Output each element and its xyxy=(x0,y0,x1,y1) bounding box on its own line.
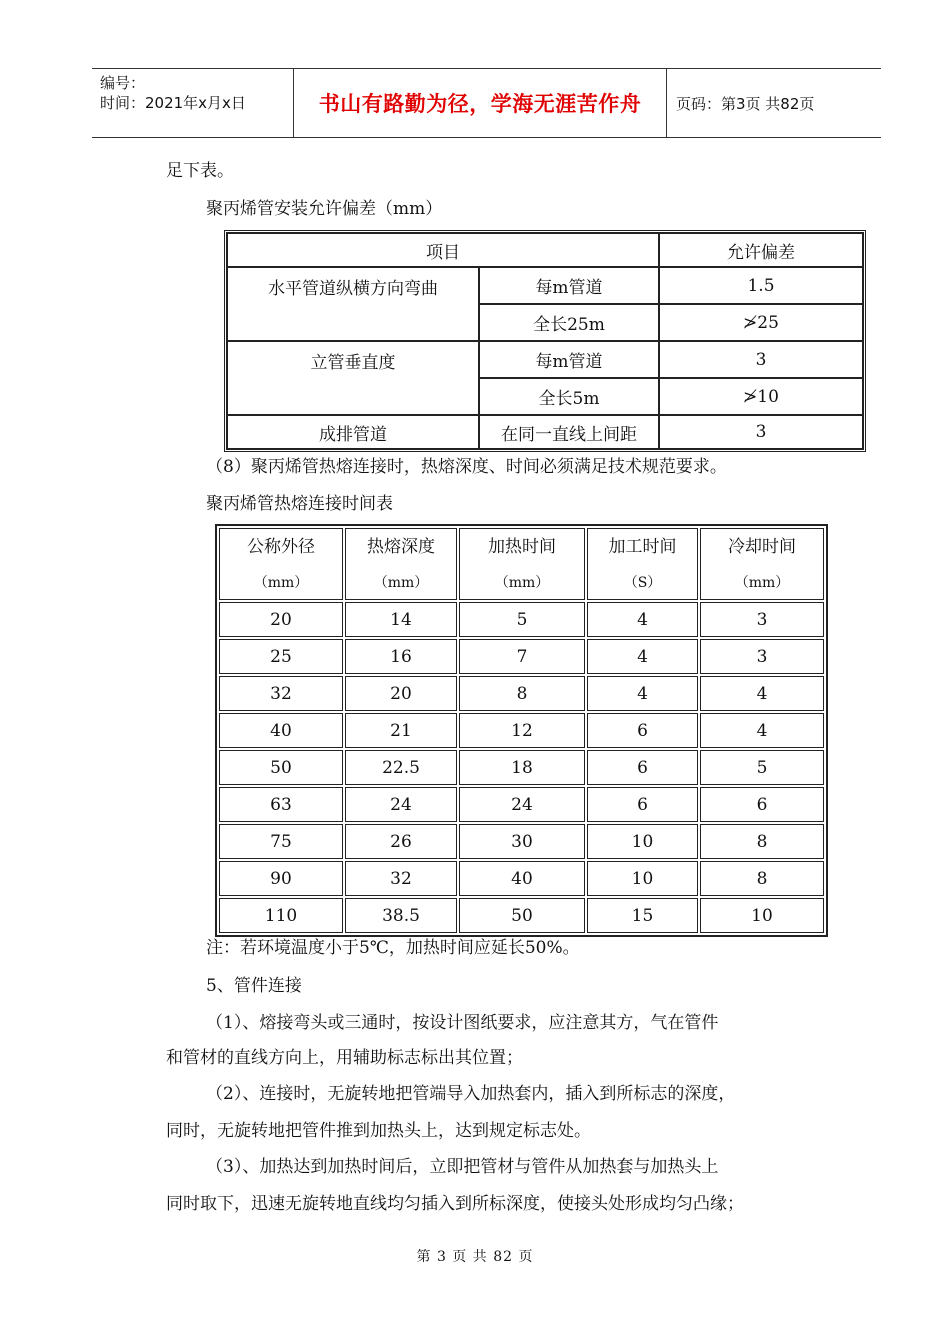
doc-time-label: 时间：2021年x月x日 xyxy=(100,94,246,112)
paragraph-line: （2）、连接时，无旋转地把管端导入加热套内，插入到所标志的深度， xyxy=(206,1084,736,1104)
paragraph-line: 和管材的直线方向上，用辅助标志标出其位置； xyxy=(166,1048,523,1068)
table2-caption: 聚丙烯管热熔连接时间表 xyxy=(206,494,393,514)
table-header-row xyxy=(219,528,824,600)
table-cell: 12 xyxy=(459,713,585,748)
paragraph-line: （1）、熔接弯头或三通时，按设计图纸要求，应注意其方，气在管件 xyxy=(206,1013,719,1033)
table-cell: 4 xyxy=(700,713,824,748)
table-cell: 6 xyxy=(587,713,698,748)
table-header-tolerance: 允许偏差 xyxy=(659,233,863,267)
table-cell: 24 xyxy=(345,787,457,822)
table-cell: 6 xyxy=(587,787,698,822)
table-cell: 全长25m xyxy=(479,304,659,341)
table-cell: 4 xyxy=(700,676,824,711)
paragraph-line: （3）、加热达到加热时间后，立即把管材与管件从加热套与加热头上 xyxy=(206,1157,719,1177)
table-cell: 90 xyxy=(219,861,343,896)
table-cell: 75 xyxy=(219,824,343,859)
table-cell: 3 xyxy=(700,602,824,637)
table-header-cell: 加工时间 （S） xyxy=(587,528,698,600)
table-cell: 4 xyxy=(587,602,698,637)
fusion-time-table xyxy=(215,524,828,937)
page-header xyxy=(92,68,881,138)
table-cell: 每m管道 xyxy=(479,267,659,304)
table-cell: 10 xyxy=(587,861,698,896)
table-header-cell: 冷却时间 （mm） xyxy=(700,528,824,600)
table-cell: 25 xyxy=(219,639,343,674)
table-cell: 8 xyxy=(700,861,824,896)
paragraph-line: 足下表。 xyxy=(166,161,234,181)
table-cell: 15 xyxy=(587,898,698,933)
table-cell: 8 xyxy=(700,824,824,859)
table-cell: 40 xyxy=(459,861,585,896)
table-row xyxy=(219,602,824,637)
table1-caption: 聚丙烯管安装允许偏差（mm） xyxy=(206,199,443,219)
table-cell: 全长5m xyxy=(479,378,659,415)
table-cell: 50 xyxy=(219,750,343,785)
table-header-item: 项目 xyxy=(227,233,659,267)
table-cell: 5 xyxy=(700,750,824,785)
table-cell: ≯10 xyxy=(659,378,863,415)
table-cell: 3 xyxy=(659,415,863,449)
table-header-cell: 热熔深度 （mm） xyxy=(345,528,457,600)
table-row xyxy=(219,824,824,859)
table-cell: 3 xyxy=(700,639,824,674)
table-cell: 63 xyxy=(219,787,343,822)
table-row xyxy=(219,787,824,822)
table-cell: 110 xyxy=(219,898,343,933)
table-row xyxy=(219,861,824,896)
table-cell: 22.5 xyxy=(345,750,457,785)
header-meta xyxy=(100,73,246,113)
table-cell: 18 xyxy=(459,750,585,785)
page-footer: 第 3 页 共 82 页 xyxy=(416,1249,534,1265)
table-cell: 38.5 xyxy=(345,898,457,933)
table-group-vertical: 立管垂直度 xyxy=(227,341,479,415)
doc-number-label: 编号： xyxy=(100,74,146,92)
paragraph-line: 同时，无旋转地把管件推到加热头上，达到规定标志处。 xyxy=(166,1121,591,1141)
paragraph-line: 同时取下，迅速无旋转地直线均匀插入到所标深度，使接头处形成均匀凸缘； xyxy=(166,1194,744,1214)
table-cell: 40 xyxy=(219,713,343,748)
table-cell: 4 xyxy=(587,676,698,711)
header-page-info: 页码：第3页 共82页 xyxy=(676,94,815,113)
table-row xyxy=(219,676,824,711)
table-cell: 20 xyxy=(345,676,457,711)
table-cell: 每m管道 xyxy=(479,341,659,378)
table-header-cell: 加热时间 （mm） xyxy=(459,528,585,600)
table-cell: 50 xyxy=(459,898,585,933)
table-cell: 32 xyxy=(345,861,457,896)
table-cell: 4 xyxy=(587,639,698,674)
table-cell: 3 xyxy=(659,341,863,378)
table-cell: 10 xyxy=(700,898,824,933)
table-cell: 5 xyxy=(459,602,585,637)
item-8-paragraph: （8）聚丙烯管热熔连接时，热熔深度、时间必须满足技术规范要求。 xyxy=(206,457,727,477)
table-cell: 21 xyxy=(345,713,457,748)
table-cell: 30 xyxy=(459,824,585,859)
table-cell: 8 xyxy=(459,676,585,711)
table-row xyxy=(219,750,824,785)
tolerance-table xyxy=(224,230,866,452)
table-cell: 6 xyxy=(587,750,698,785)
table-cell: 16 xyxy=(345,639,457,674)
table-cell: 6 xyxy=(700,787,824,822)
table-group-horizontal: 水平管道纵横方向弯曲 xyxy=(227,267,479,341)
table-cell: 10 xyxy=(587,824,698,859)
table-cell: 7 xyxy=(459,639,585,674)
table-group-row-pipes: 成排管道 xyxy=(227,415,479,449)
table-cell: 20 xyxy=(219,602,343,637)
table-cell: ≯25 xyxy=(659,304,863,341)
table-cell: 1.5 xyxy=(659,267,863,304)
table-cell: 24 xyxy=(459,787,585,822)
table-row xyxy=(219,713,824,748)
header-motto: 书山有路勤为径，学海无涯苦作舟 xyxy=(318,92,642,116)
table-header-cell: 公称外径 （mm） xyxy=(219,528,343,600)
table-cell: 32 xyxy=(219,676,343,711)
table-row xyxy=(219,639,824,674)
section-heading: 5、管件连接 xyxy=(206,976,302,996)
header-divider xyxy=(666,69,667,137)
table-row xyxy=(219,898,824,933)
table-cell: 14 xyxy=(345,602,457,637)
table-cell: 在同一直线上间距 xyxy=(479,415,659,449)
table-note: 注：若环境温度小于5℃，加热时间应延长50%。 xyxy=(206,938,580,958)
table-cell: 26 xyxy=(345,824,457,859)
